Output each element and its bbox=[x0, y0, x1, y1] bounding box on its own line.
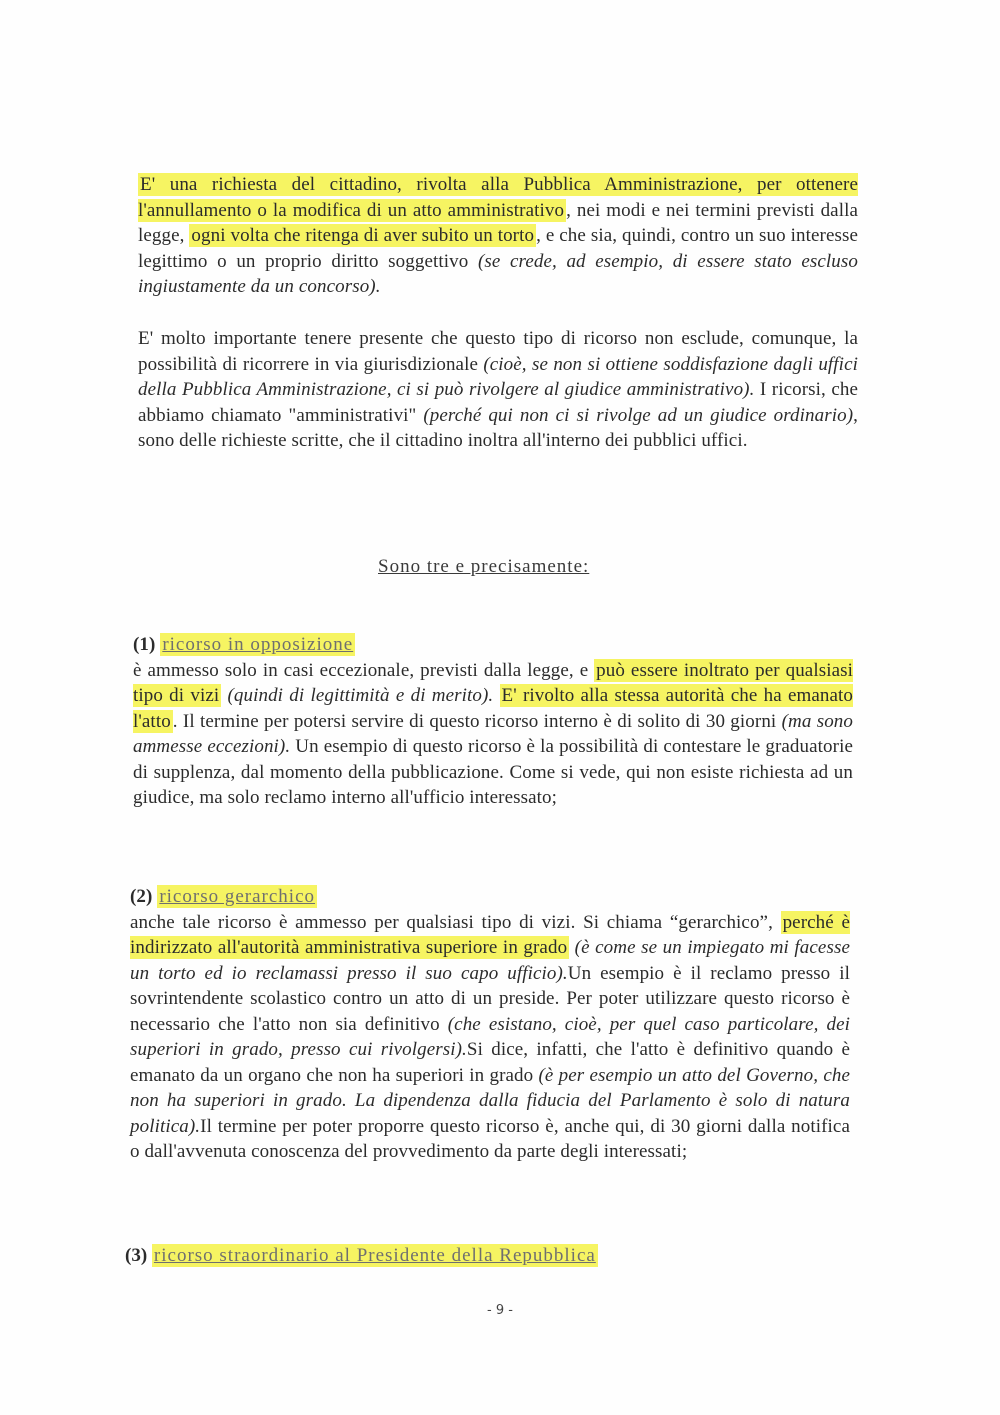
item-ricorso-gerarchico bbox=[130, 884, 850, 1165]
highlight: perché è indirizzato all'autorità amministrativa superiore in grado bbox=[130, 911, 850, 958]
text: Un esempio di questo ricorso è la possibilità di contestare le graduatorie di supplenza, dal momento della pubblicazione. Come si vede, qui non esiste richiesta ad un giudice, ma solo reclamo interno all'ufficio interessato; bbox=[133, 736, 853, 808]
italic-text: (ma sono ammesse eccezioni). bbox=[133, 710, 853, 757]
highlight: E' rivolto alla stessa autorità che ha emanato l'atto bbox=[133, 685, 853, 732]
item-ricorso-opposizione bbox=[133, 632, 853, 811]
text: Si dice, infatti, che l'atto è definitivo quando è emanato da un organo che non ha superiori in grado bbox=[130, 1039, 850, 1086]
highlight: E' una richiesta del cittadino, rivolta alla Pubblica Amministrazione, per ottenere l'annullamento o la modifica di un atto amministrativo bbox=[138, 174, 858, 221]
text: I ricorsi, che abbiamo chiamato "amministrativi" bbox=[138, 379, 858, 426]
text: , e che sia, quindi, contro un suo interesse legittimo o un proprio diritto soggettivo bbox=[138, 225, 858, 272]
item-number: (2) bbox=[130, 886, 153, 907]
intro-paragraph bbox=[138, 172, 858, 300]
item-number: (1) bbox=[133, 634, 156, 655]
text: , nei modi e nei termini previsti dalla legge, bbox=[138, 199, 858, 246]
item-ricorso-straordinario bbox=[125, 1245, 598, 1267]
italic-text: (è come se un impiegato mi facesse un torto ed io reclamassi presso il suo capo ufficio). bbox=[130, 937, 850, 984]
text: è ammesso solo in casi eccezionale, previsti dalla legge, e bbox=[133, 659, 595, 681]
item-title-line bbox=[133, 632, 853, 658]
italic-text: (quindi di legittimità e di merito). bbox=[221, 685, 494, 706]
text: Un esempio è il reclamo presso il sovrintendente scolastico contro un atto di un preside. Per poter utilizzare questo ricorso è necessario che l'atto non sia definitivo bbox=[130, 962, 850, 1035]
second-paragraph bbox=[138, 326, 858, 454]
italic-text: (è per esempio un atto del Governo, che non ha superiori in grado. La dipendenza dalla fiducia del Parlamento è solo di natura politica). bbox=[130, 1064, 850, 1137]
highlight: può essere inoltrato per qualsiasi tipo di vizi bbox=[133, 659, 853, 706]
italic-text: (che esistano, cioè, per quel caso particolare, dei superiori in grado, presso cui rivolgersi). bbox=[130, 1013, 850, 1060]
item-title: ricorso in opposizione bbox=[162, 634, 354, 655]
item-title-line bbox=[130, 884, 850, 910]
section-heading: Sono tre e precisamente: bbox=[378, 556, 590, 577]
text: Il termine per poter proporre questo ricorso è, anche qui, di 30 giorni dalla notifica o dall'avvenuta conoscenza del provvedimento da parte degli interessati; bbox=[130, 1115, 850, 1162]
item-title: ricorso gerarchico bbox=[159, 886, 316, 907]
text: , sono delle richieste scritte, che il cittadino inoltra all'interno dei pubblici uffici. bbox=[138, 404, 858, 451]
highlight: ogni volta che ritenga di aver subito un torto bbox=[191, 225, 535, 246]
text: E' molto importante tenere presente che questo tipo di ricorso non esclude, comunque, la possibilità di ricorrere in via giurisdizionale bbox=[138, 328, 858, 375]
text: anche tale ricorso è ammesso per qualsiasi tipo di vizi. Si chiama “gerarchico”, bbox=[130, 911, 781, 933]
item-number: (3) bbox=[125, 1245, 148, 1266]
italic-text: (cioè, se non si ottiene soddisfazione dagli uffici della Pubblica Amministrazione, ci si può rivolgere al giudice amministrativo). bbox=[138, 353, 858, 400]
text: . Il termine per potersi servire di questo ricorso interno è di solito di 30 giorni bbox=[172, 710, 782, 732]
item-title: ricorso straordinario al Presidente della Repubblica bbox=[153, 1245, 596, 1266]
italic-text: (perché qui non ci si rivolge ad un giudice ordinario) bbox=[423, 404, 854, 426]
page-number: - 9 - bbox=[487, 1303, 513, 1318]
italic-text: (se crede, ad esempio, di essere stato escluso ingiustamente da un concorso). bbox=[138, 250, 858, 297]
